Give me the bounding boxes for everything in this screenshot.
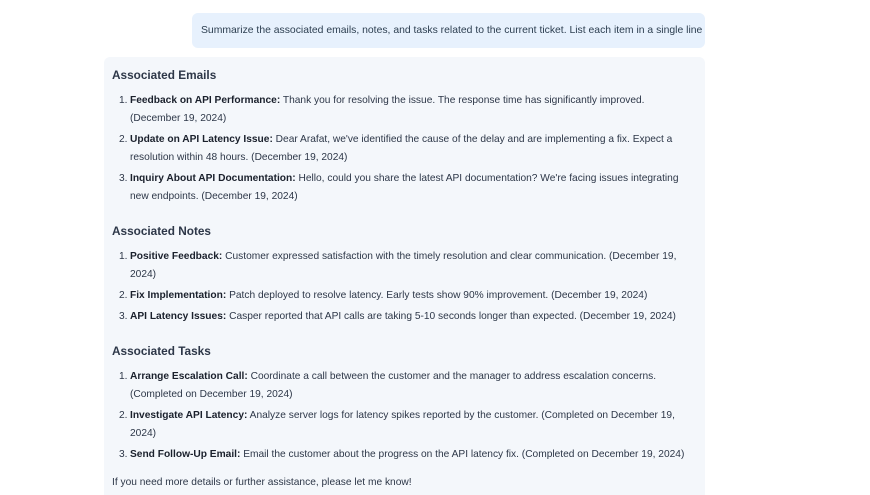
item-number: 1. [119, 251, 128, 262]
item-text: Casper reported that API calls are taking 5-10 seconds longer than expected. (December 19, 2024) [226, 311, 676, 322]
item-title: Feedback on API Performance: [130, 95, 281, 106]
section-title: Associated Emails [112, 68, 217, 82]
section-associated-emails [112, 67, 697, 206]
list-item [112, 92, 697, 128]
list-item [112, 407, 697, 443]
section-associated-tasks [112, 343, 697, 464]
list-item [112, 248, 697, 284]
item-title: API Latency Issues: [130, 311, 227, 322]
item-title: Arrange Escalation Call: [130, 371, 248, 382]
item-title: Investigate API Latency: [130, 410, 248, 421]
item-title: Inquiry About API Documentation: [130, 173, 296, 184]
item-title: Positive Feedback: [130, 251, 223, 262]
item-text: Customer expressed satisfaction with the timely resolution and clear communication. (December 19, 2024) [130, 251, 677, 280]
item-number: 1. [119, 95, 128, 106]
list-item [112, 368, 697, 404]
item-title: Update on API Latency Issue: [130, 134, 273, 145]
section-title: Associated Tasks [112, 344, 211, 358]
item-number: 3. [119, 311, 128, 322]
item-number: 2. [119, 410, 128, 421]
item-number: 3. [119, 173, 128, 184]
item-text: Thank you for resolving the issue. The response time has significantly improved. (December 19, 2024) [130, 95, 645, 124]
item-text: Dear Arafat, we've identified the cause of the delay and are implementing a fix. Expect a resolution within 48 hours. (December 19, 2024) [130, 134, 673, 163]
assistant-response [104, 57, 705, 495]
item-text: Patch deployed to resolve latency. Early tests show 90% improvement. (December 19, 2024) [226, 290, 648, 301]
item-text: Email the customer about the progress on the API latency fix. (Completed on December 19, 2024) [240, 449, 685, 460]
list-item [112, 446, 697, 464]
list-item [112, 308, 697, 326]
list-item [112, 170, 697, 206]
item-number: 2. [119, 134, 128, 145]
closing-message: If you need more details or further assistance, please let me know! [112, 477, 412, 488]
item-text: Coordinate a call between the customer and the manager to address escalation concerns. (Completed on December 19, 2024) [130, 371, 657, 400]
email-list [112, 92, 697, 206]
item-number: 2. [119, 290, 128, 301]
item-text: Analyze server logs for latency spikes reported by the customer. (Completed on December 19, 2024) [130, 410, 675, 439]
list-item [112, 287, 697, 305]
user-message-bubble: Summarize the associated emails, notes, and tasks related to the current ticket. List each item in a single line [192, 13, 705, 48]
item-number: 3. [119, 449, 128, 460]
notes-list [112, 248, 697, 326]
item-title: Send Follow-Up Email: [130, 449, 241, 460]
item-text: Hello, could you share the latest API documentation? We're facing issues integrating new endpoints. (December 19, 2024) [130, 173, 679, 202]
section-title: Associated Notes [112, 224, 211, 238]
tasks-list [112, 368, 697, 464]
item-title: Fix Implementation: [130, 290, 227, 301]
section-associated-notes [112, 223, 697, 326]
item-number: 1. [119, 371, 128, 382]
list-item [112, 131, 697, 167]
